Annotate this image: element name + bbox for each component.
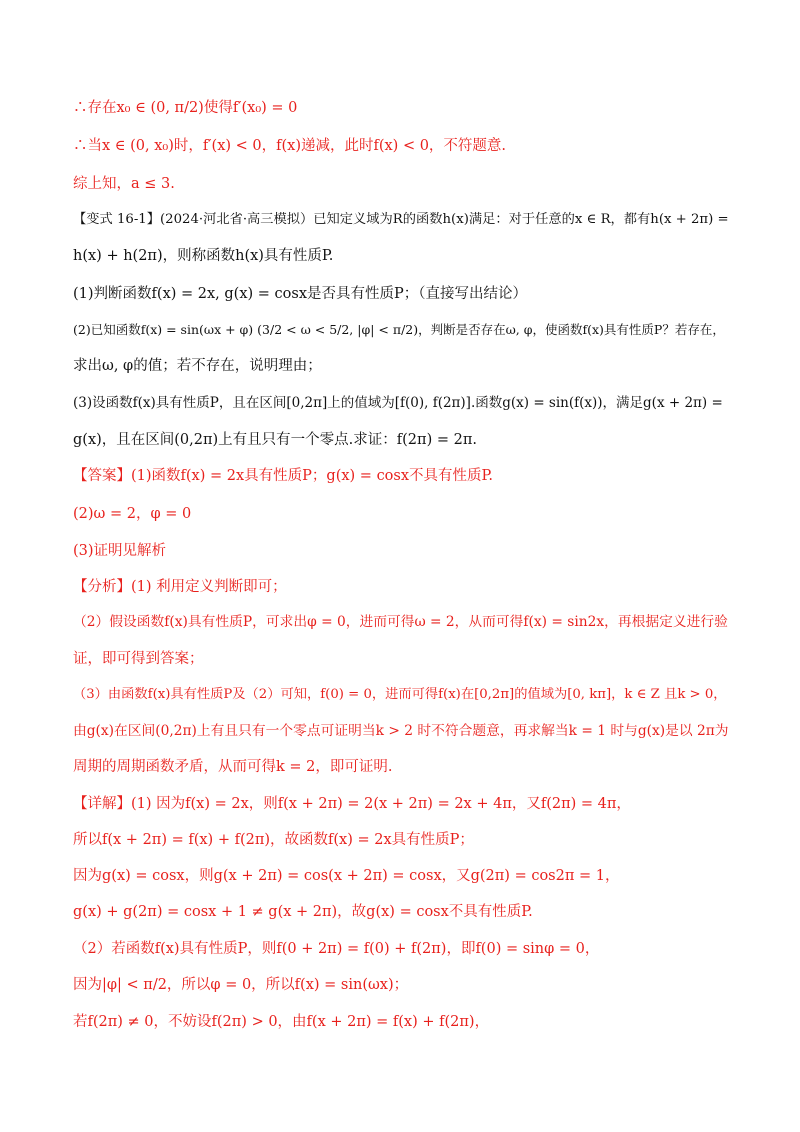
analysis-2-line-2: 证，即可得到答案；	[73, 651, 204, 667]
answer-1: 【答案】(1)函数f(x) = 2x具有性质P；g(x) = cosx不具有性质P.	[73, 468, 493, 484]
answer-2: (2)ω = 2，φ = 0	[73, 506, 192, 522]
answer-3: (3)证明见解析	[73, 543, 167, 559]
question-3-line-1: (3)设函数f(x)具有性质P，且在区间[0,2π]上的值域为[f(0), f(2π)].函数g(x) = sin(f(x))，满足g(x + 2π) =	[73, 395, 723, 411]
analysis-3-line-3: 周期的周期函数矛盾，从而可得k = 2，即可证明.	[73, 759, 393, 775]
detail-1-line-1: 【详解】(1) 因为f(x) = 2x，则f(x + 2π) = 2(x + 2π) = 2x + 4π，又f(2π) = 4π，	[73, 796, 631, 812]
analysis-1: 【分析】(1) 利用定义判断即可；	[73, 579, 287, 595]
detail-2-line-3: 若f(2π) ≠ 0，不妨设f(2π) > 0，由f(x + 2π) = f(x) + f(2π)，	[73, 1014, 490, 1030]
analysis-2-line-1: （2）假设函数f(x)具有性质P，可求出φ = 0，进而可得ω = 2，从而可得f(x) = sin2x，再根据定义进行验	[73, 614, 728, 630]
detail-2-line-2: 因为|φ| < π/2，所以φ = 0，所以f(x) = sin(ωx)；	[73, 977, 409, 993]
problem-statement-line-1: 【变式 16-1】(2024·河北省·高三模拟）已知定义域为R的函数h(x)满足：对于任意的x ∈ R，都有h(x + 2π) =	[73, 212, 729, 227]
proof-line-x0-exists: ∴存在x₀ ∈ (0, π/2)使得f′(x₀) = 0	[73, 100, 298, 116]
detail-1-line-4: g(x) + g(2π) = cosx + 1 ≠ g(x + 2π)，故g(x) = cosx不具有性质P.	[73, 904, 533, 920]
proof-line-decreasing: ∴当x ∈ (0, x₀)时，f′(x) < 0，f(x)递减，此时f(x) < 0，不符题意.	[73, 138, 507, 154]
analysis-3-line-1: （3）由函数f(x)具有性质P及（2）可知，f(0) = 0，进而可得f(x)在[0,2π]的值域为[0, kπ]，k ∈ Z 且k > 0，	[73, 687, 727, 702]
detail-1-line-3: 因为g(x) = cosx，则g(x + 2π) = cos(x + 2π) = cosx，又g(2π) = cos2π = 1，	[73, 868, 620, 884]
detail-2-line-1: （2）若函数f(x)具有性质P，则f(0 + 2π) = f(0) + f(2π)，即f(0) = sinφ = 0，	[73, 941, 600, 957]
analysis-3-line-2: 由g(x)在区间(0,2π)上有且只有一个零点可证明当k > 2 时不符合题意，再求解当k = 1 时与g(x)是以 2π为	[73, 723, 729, 739]
conclusion-line: 综上知，a ≤ 3.	[73, 176, 175, 192]
question-2-line-1: (2)已知函数f(x) = sin(ωx + φ) (3/2 < ω < 5/2, |φ| < π/2)，判断是否存在ω, φ，使函数f(x)具有性质P？若存在，	[73, 322, 725, 337]
question-2-line-2: 求出ω, φ的值；若不存在，说明理由；	[73, 358, 322, 374]
question-3-line-2: g(x)，且在区间(0,2π)上有且只有一个零点.求证：f(2π) = 2π.	[73, 432, 477, 448]
question-1: (1)判断函数f(x) = 2x, g(x) = cosx是否具有性质P；（直接写出结论）	[73, 286, 528, 302]
problem-statement-line-2: h(x) + h(2π)，则称函数h(x)具有性质P.	[73, 248, 334, 264]
detail-1-line-2: 所以f(x + 2π) = f(x) + f(2π)，故函数f(x) = 2x具有性质P；	[73, 832, 474, 848]
